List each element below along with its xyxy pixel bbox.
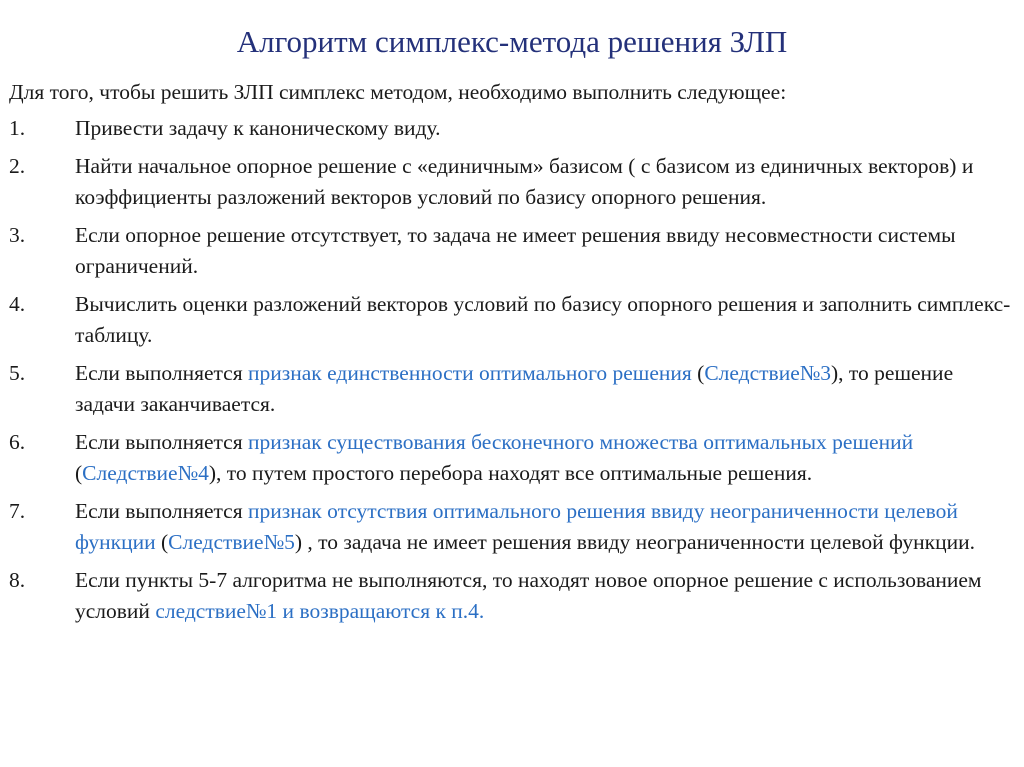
- list-item: [9, 151, 1014, 213]
- reference-link[interactable]: следствие№1 и возвращаются к п.4.: [155, 599, 485, 623]
- text-segment: (: [691, 361, 705, 385]
- list-item: [9, 113, 1014, 144]
- text-segment: Если выполняется: [75, 499, 248, 523]
- text-segment: Найти начальное опорное решение с «единичным» базисом ( с базисом из единичных векторов) и коэффициенты разложений векторов условий по базису опорного решения.: [75, 154, 974, 209]
- list-item-number: 3.: [9, 223, 26, 247]
- list-item-text: [75, 116, 440, 140]
- reference-link[interactable]: признак единственности оптимального решения: [248, 361, 692, 385]
- text-segment: Если пункты 5-7 алгоритма не выполняются, то находят новое опорное решение с использованием условий: [75, 568, 982, 623]
- list-item-text: [75, 361, 953, 416]
- list-item: [9, 496, 1014, 558]
- list-item: [9, 358, 1014, 420]
- text-segment: Если выполняется: [75, 361, 248, 385]
- list-item-number: 2.: [9, 154, 26, 178]
- text-segment: ), то путем простого перебора находят все оптимальные решения.: [208, 461, 813, 485]
- text-segment: Если выполняется: [75, 430, 248, 454]
- text-segment: (: [155, 530, 169, 554]
- list-item-number: 4.: [9, 292, 26, 316]
- reference-link[interactable]: Следствие№5: [168, 530, 295, 554]
- list-item-text: [75, 223, 956, 278]
- reference-link[interactable]: признак отсутствия оптимального решения ввиду неограниченности целевой функции: [75, 499, 958, 554]
- list-item: [9, 427, 1014, 489]
- list-item-text: [75, 499, 975, 554]
- text-segment: ), то решение задачи заканчивается.: [75, 361, 954, 416]
- reference-link[interactable]: Следствие№4: [82, 461, 209, 485]
- slide-title: Алгоритм симплекс-метода решения ЗЛП: [236, 24, 788, 59]
- list-item: [9, 565, 1014, 627]
- list-item-number: 7.: [9, 499, 26, 523]
- text-segment: Если опорное решение отсутствует, то задача не имеет решения ввиду несовместности системы ограничений.: [75, 223, 956, 278]
- list-item-text: [75, 430, 913, 485]
- list-item: [9, 289, 1014, 351]
- list-item-number: 6.: [9, 430, 26, 454]
- list-item-text: [75, 154, 973, 209]
- list-item-number: 5.: [9, 361, 26, 385]
- text-segment: Вычислить оценки разложений векторов условий по базису опорного решения и заполнить симплекс-таблицу.: [75, 292, 1011, 347]
- list-item-text: [75, 292, 1010, 347]
- reference-link[interactable]: признак существования бесконечного множества оптимальных решений: [248, 430, 914, 454]
- list-item-number: 8.: [9, 568, 26, 592]
- list-item-text: [75, 568, 982, 623]
- text-segment: (: [75, 461, 83, 485]
- algorithm-steps-list: [9, 113, 1014, 634]
- reference-link[interactable]: Следствие№3: [704, 361, 832, 385]
- text-segment: ) , то задача не имеет решения ввиду неограниченности целевой функции.: [294, 530, 976, 554]
- intro-text: Для того, чтобы решить ЗЛП симплекс методом, необходимо выполнить следующее:: [9, 80, 787, 104]
- list-item: [9, 220, 1014, 282]
- text-segment: Привести задачу к каноническому виду.: [75, 116, 441, 140]
- list-item-number: 1.: [9, 116, 26, 140]
